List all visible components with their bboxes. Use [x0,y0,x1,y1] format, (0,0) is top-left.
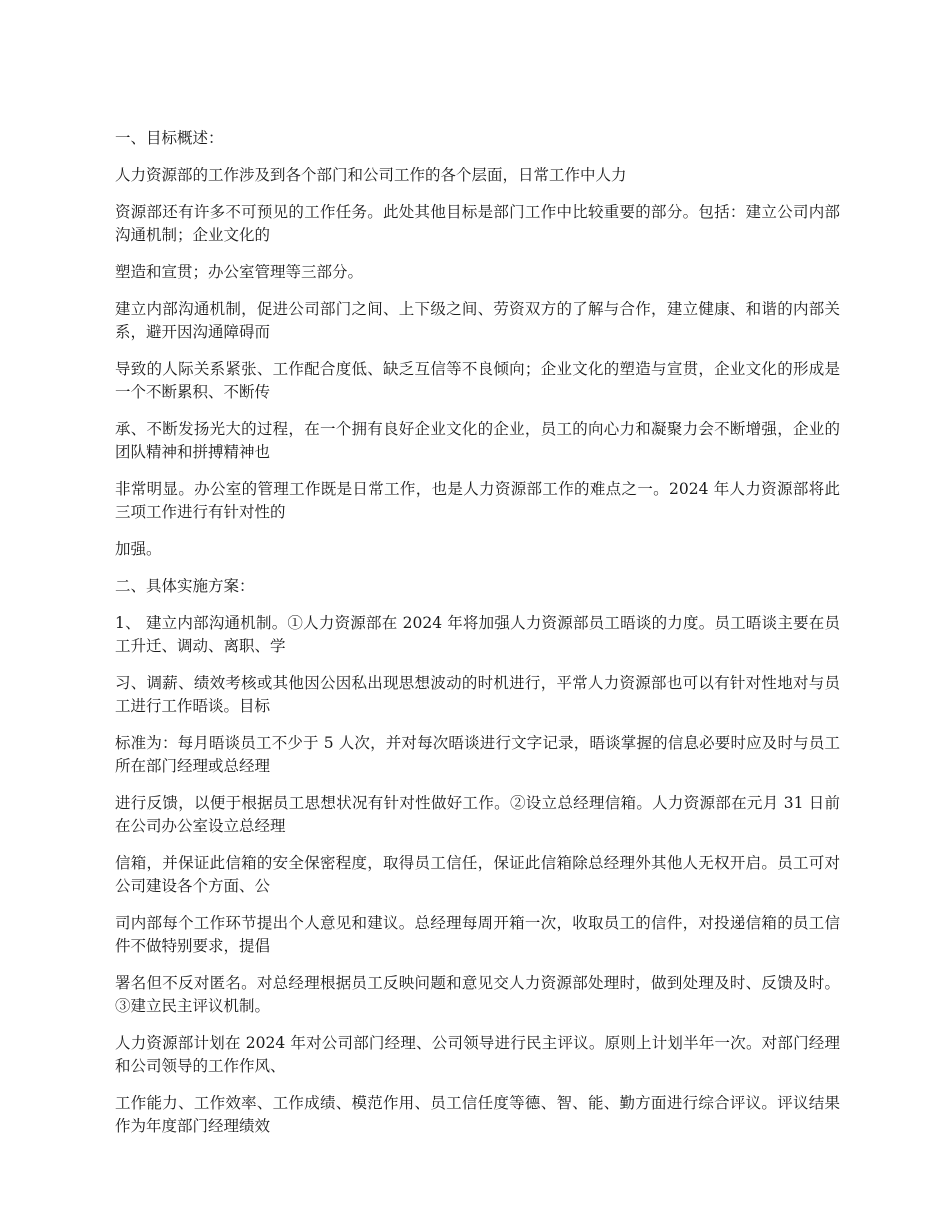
document-page [115,127,840,1152]
paragraph: 导致的人际关系紧张、工作配合度低、缺乏互信等不良倾向；企业文化的塑造与宣贯，企业文化的形成是一个不断累积、不断传 [115,360,840,401]
paragraph: 1、 建立内部沟通机制。①人力资源部在 2024 年将加强人力资源部员工晤谈的力度。员工晤谈主要在员工升迁、调动、离职、学 [115,614,840,655]
paragraph: 人力资源部的工作涉及到各个部门和公司工作的各个层面，日常工作中人力 [115,166,627,184]
paragraph: 非常明显。办公室的管理工作既是日常工作，也是人力资源部工作的难点之一。2024 年人力资源部将此三项工作进行有针对性的 [115,480,840,521]
paragraph: 习、调薪、绩效考核或其他因公因私出现思想波动的时机进行，平常人力资源部也可以有针对性地对与员工进行工作晤谈。目标 [115,674,840,715]
paragraph: 建立内部沟通机制，促进公司部门之间、上下级之间、劳资双方的了解与合作，建立健康、和谐的内部关系，避开因沟通障碍而 [115,300,840,341]
paragraph: 人力资源部计划在 2024 年对公司部门经理、公司领导进行民主评议。原则上计划半年一次。对部门经理和公司领导的工作作风、 [115,1034,840,1075]
paragraph: 署名但不反对匿名。对总经理根据员工反映问题和意见交人力资源部处理时，做到处理及时、反馈及时。③建立民主评议机制。 [115,974,840,1015]
paragraph: 标准为：每月晤谈员工不少于 5 人次，并对每次晤谈进行文字记录，晤谈掌握的信息必要时应及时与员工所在部门经理或总经理 [115,734,840,775]
section-heading-objectives: 一、目标概述： [115,129,224,147]
paragraph: 司内部每个工作环节提出个人意见和建议。总经理每周开箱一次，收取员工的信件，对投递信箱的员工信件不做特别要求，提倡 [115,914,840,955]
section-heading-implementation: 二、具体实施方案： [115,577,255,595]
paragraph: 加强。 [115,540,162,558]
paragraph: 信箱，并保证此信箱的安全保密程度，取得员工信任，保证此信箱除总经理外其他人无权开启。员工可对公司建设各个方面、公 [115,854,840,895]
paragraph: 塑造和宣贯；办公室管理等三部分。 [115,263,364,281]
paragraph: 承、不断发扬光大的过程，在一个拥有良好企业文化的企业，员工的向心力和凝聚力会不断增强，企业的团队精神和拼搏精神也 [115,420,840,461]
paragraph: 资源部还有许多不可预见的工作任务。此处其他目标是部门工作中比较重要的部分。包括：建立公司内部沟通机制；企业文化的 [115,203,840,244]
paragraph: 进行反馈，以便于根据员工思想状况有针对性做好工作。②设立总经理信箱。人力资源部在元月 31 日前在公司办公室设立总经理 [115,794,840,835]
paragraph: 工作能力、工作效率、工作成绩、模范作用、员工信任度等德、智、能、勤方面进行综合评议。评议结果作为年度部门经理绩效 [115,1094,840,1135]
